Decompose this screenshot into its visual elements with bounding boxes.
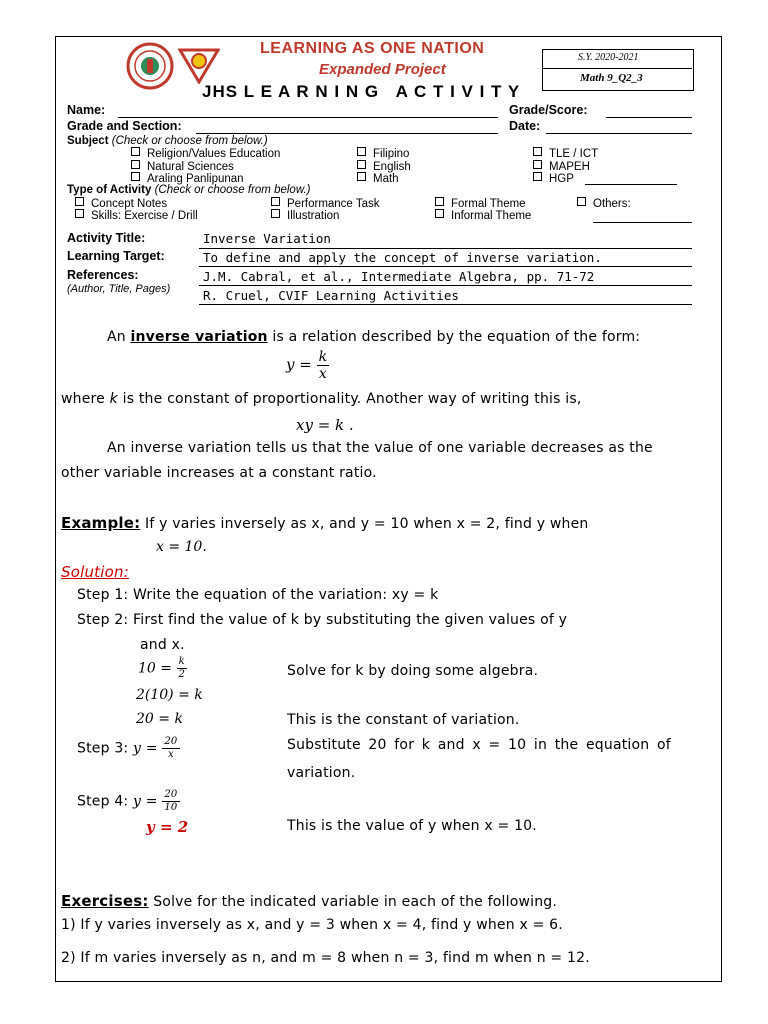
- exercise-item: 1) If y varies inversely as x, and y = 3 when x = 4, find y when x = 6.: [61, 917, 563, 933]
- page-title: JHS L E A R N I N G A C T I V I T Y: [202, 82, 521, 101]
- project-subtitle: Expanded Project: [319, 61, 446, 78]
- learning-target-value: To define and apply the concept of inverse variation.: [203, 250, 602, 265]
- others-field-line[interactable]: [593, 222, 692, 223]
- subject-option[interactable]: Natural Sciences: [131, 160, 234, 173]
- example-line: x = 10.: [156, 539, 207, 555]
- type-option[interactable]: Formal Theme: [435, 197, 526, 210]
- type-hint: (Check or choose from below.): [154, 184, 311, 196]
- subject-option[interactable]: English: [357, 160, 411, 173]
- subject-option[interactable]: Filipino: [357, 147, 409, 160]
- date-field-line[interactable]: [546, 133, 692, 134]
- grade-section-label: Grade and Section:: [67, 119, 182, 133]
- algebra-line: 20 = k: [136, 711, 183, 727]
- school-seal-logo: [126, 42, 174, 90]
- subject-option[interactable]: TLE / ICT: [533, 147, 598, 160]
- type-option[interactable]: Informal Theme: [435, 209, 531, 222]
- references-label: References:: [67, 268, 139, 282]
- type-option[interactable]: Performance Task: [271, 197, 379, 210]
- solution-label: Solution:: [61, 563, 129, 581]
- activity-title-value: Inverse Variation: [203, 231, 331, 246]
- exercises-label: Exercises:: [61, 892, 149, 910]
- equation-y-k-over-x: y = $\frac{k}{x}$: [286, 349, 328, 382]
- type-label: Type of Activity: [67, 184, 152, 196]
- learning-target-label: Learning Target:: [67, 249, 165, 263]
- references-hint: (Author, Title, Pages): [67, 283, 171, 295]
- name-label: Name:: [67, 103, 106, 117]
- type-option[interactable]: Skills: Exercise / Drill: [75, 209, 198, 222]
- school-year: S.Y. 2020-2021: [578, 52, 639, 63]
- answer: y = 2: [146, 818, 189, 836]
- inverse-variation-term: inverse variation: [130, 329, 268, 345]
- subject-option[interactable]: Math: [357, 172, 399, 185]
- org-title: LEARNING AS ONE NATION: [260, 40, 485, 57]
- example-line: Example: If y varies inversely as x, and y = 10 when x = 2, find y when: [61, 514, 589, 532]
- subject-option[interactable]: Religion/Values Education: [131, 147, 280, 160]
- grade-score-label: Grade/Score:: [509, 103, 588, 117]
- name-field-line[interactable]: [118, 117, 498, 118]
- algebra-line: 2(10) = k: [136, 687, 203, 703]
- grade-score-field-line[interactable]: [606, 117, 692, 118]
- type-option[interactable]: Others:: [577, 197, 631, 210]
- paragraph-line: other variable increases at a constant ratio.: [61, 465, 377, 481]
- subject-option[interactable]: MAPEH: [533, 160, 590, 173]
- reference-item: R. Cruel, CVIF Learning Activities: [203, 288, 459, 303]
- hgp-field-line[interactable]: [585, 184, 677, 185]
- answer-note: This is the value of y when x = 10.: [287, 818, 537, 834]
- deped-logo: [178, 42, 220, 84]
- activity-code: Math 9_Q2_3: [580, 72, 643, 84]
- step-4: Step 4: y = $\frac{20}{10}$: [77, 789, 178, 813]
- subject-option[interactable]: HGP: [533, 172, 574, 185]
- date-label: Date:: [509, 119, 541, 133]
- step-3-note: variation.: [287, 765, 356, 781]
- step-1: Step 1: Write the equation of the variation: xy = k: [77, 587, 439, 603]
- subject-label: Subject: [67, 135, 109, 147]
- algebra-line: 10 = $\frac{k}{2}$: [138, 656, 185, 680]
- algebra-note: Solve for k by doing some algebra.: [287, 663, 539, 679]
- step-3: Step 3: y = $\frac{20}{x}$: [77, 736, 178, 760]
- step-2: Step 2: First find the value of k by substituting the given values of y: [77, 612, 568, 628]
- step-3-note: Substitute 20 for k and x = 10 in the equation of: [287, 737, 671, 753]
- equation-xy-k: xy = k .: [296, 416, 354, 434]
- grade-section-field-line[interactable]: [196, 133, 498, 134]
- paragraph-line: An inverse variation tells us that the value of one variable decreases as the: [107, 440, 653, 456]
- activity-title-label: Activity Title:: [67, 231, 146, 245]
- subject-hint: (Check or choose from below.): [111, 135, 268, 147]
- step-2-cont: and x.: [140, 637, 185, 653]
- reference-item: J.M. Cabral, et al., Intermediate Algebra, pp. 71-72: [203, 269, 595, 284]
- algebra-note: This is the constant of variation.: [287, 712, 520, 728]
- type-option[interactable]: Concept Notes: [75, 197, 167, 210]
- where-line: where k is the constant of proportionality. Another way of writing this is,: [61, 391, 582, 407]
- type-option[interactable]: Illustration: [271, 209, 339, 222]
- exercises-line: Exercises: Solve for the indicated variable in each of the following.: [61, 892, 558, 910]
- intro-line: An inverse variation is a relation described by the equation of the form:: [107, 329, 641, 345]
- exercise-item: 2) If m varies inversely as n, and m = 8 when n = 3, find m when n = 12.: [61, 950, 590, 966]
- subject-option[interactable]: Araling Panlipunan: [131, 172, 244, 185]
- example-label: Example:: [61, 514, 141, 532]
